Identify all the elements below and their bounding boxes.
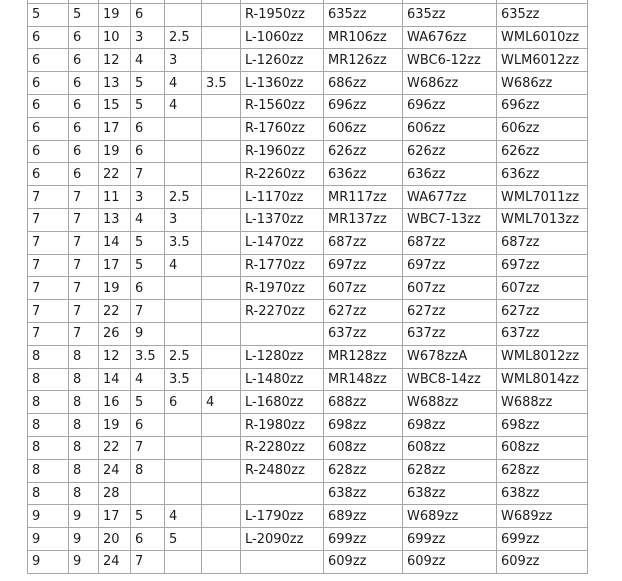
table-cell: 687zz <box>403 231 497 254</box>
table-cell <box>202 186 241 209</box>
table-cell: L-1470zz <box>241 231 324 254</box>
table-row <box>28 277 588 300</box>
table-cell: 696zz <box>324 94 403 117</box>
table-cell: 627zz <box>497 300 588 323</box>
table-cell: 697zz <box>403 254 497 277</box>
table-row <box>28 436 588 459</box>
table-cell: 6 <box>131 277 165 300</box>
table-row <box>28 72 588 95</box>
table-cell: W689zz <box>497 505 588 528</box>
table-cell: R-1970zz <box>241 277 324 300</box>
table-cell <box>202 26 241 49</box>
table-cell: 8 <box>69 391 99 414</box>
table-cell: 19 <box>99 140 131 163</box>
table-cell: 3 <box>131 26 165 49</box>
table-cell <box>202 414 241 437</box>
table-row <box>28 322 588 345</box>
table-cell: L-1360zz <box>241 72 324 95</box>
table-cell: 3 <box>165 208 202 231</box>
table-cell: 607zz <box>403 277 497 300</box>
table-cell <box>202 49 241 72</box>
table-row <box>28 163 588 186</box>
table-cell: 13 <box>99 72 131 95</box>
table-cell: 19 <box>99 277 131 300</box>
table-cell <box>202 528 241 551</box>
table-cell: 698zz <box>403 414 497 437</box>
table-cell: 696zz <box>497 94 588 117</box>
table-cell <box>202 140 241 163</box>
table-cell: R-2280zz <box>241 436 324 459</box>
table-cell: 3 <box>131 186 165 209</box>
table-cell: W688zz <box>403 391 497 414</box>
bearing-table-body <box>28 0 588 573</box>
table-cell <box>202 482 241 505</box>
table-cell: MR126zz <box>324 49 403 72</box>
table-cell: 637zz <box>324 322 403 345</box>
table-cell: 696zz <box>403 94 497 117</box>
table-cell <box>202 459 241 482</box>
table-cell: 7 <box>69 300 99 323</box>
table-cell: 7 <box>69 322 99 345</box>
table-cell: 14 <box>99 368 131 391</box>
table-row <box>28 49 588 72</box>
table-cell: 11 <box>99 186 131 209</box>
table-cell: 9 <box>28 528 69 551</box>
table-cell: 637zz <box>403 322 497 345</box>
table-cell: 606zz <box>497 117 588 140</box>
table-cell: 8 <box>69 482 99 505</box>
table-row <box>28 368 588 391</box>
table-cell: 628zz <box>497 459 588 482</box>
table-cell: MR148zz <box>324 368 403 391</box>
table-cell: 8 <box>28 368 69 391</box>
table-cell: W688zz <box>497 391 588 414</box>
table-cell: 687zz <box>324 231 403 254</box>
table-cell: 697zz <box>497 254 588 277</box>
table-cell: 638zz <box>324 482 403 505</box>
table-cell: WA677zz <box>403 186 497 209</box>
table-cell: R-1980zz <box>241 414 324 437</box>
table-cell: WBC7-13zz <box>403 208 497 231</box>
table-cell <box>202 94 241 117</box>
table-cell: 7 <box>28 300 69 323</box>
table-cell: 5 <box>131 505 165 528</box>
table-cell <box>202 163 241 186</box>
table-cell: 7 <box>69 277 99 300</box>
table-cell: 8 <box>69 368 99 391</box>
table-cell: 6 <box>131 528 165 551</box>
table-cell: 638zz <box>403 482 497 505</box>
table-cell: 698zz <box>497 414 588 437</box>
table-cell: 5 <box>165 528 202 551</box>
table-cell: W678zzA <box>403 345 497 368</box>
table-cell: 5 <box>131 391 165 414</box>
table-cell: L-1680zz <box>241 391 324 414</box>
table-cell: 6 <box>69 94 99 117</box>
table-cell: WA676zz <box>403 26 497 49</box>
table-cell <box>202 277 241 300</box>
table-cell: WML6010zz <box>497 26 588 49</box>
table-cell <box>165 482 202 505</box>
table-cell: 7 <box>69 208 99 231</box>
table-cell: 5 <box>28 3 69 26</box>
table-cell: 637zz <box>497 322 588 345</box>
table-cell: R-2480zz <box>241 459 324 482</box>
table-cell: WML8014zz <box>497 368 588 391</box>
table-cell: 6 <box>28 26 69 49</box>
table-cell: R-1950zz <box>241 3 324 26</box>
table-cell: 4 <box>165 505 202 528</box>
table-cell: 9 <box>131 322 165 345</box>
table-cell: 8 <box>28 414 69 437</box>
table-cell: 8 <box>131 459 165 482</box>
table-cell: 4 <box>165 94 202 117</box>
table-cell: 606zz <box>324 117 403 140</box>
table-cell: 8 <box>69 459 99 482</box>
table-cell: 606zz <box>403 117 497 140</box>
table-cell: 6 <box>28 140 69 163</box>
table-cell: 5 <box>131 231 165 254</box>
table-row <box>28 94 588 117</box>
table-cell: WBC8-14zz <box>403 368 497 391</box>
table-cell: 6 <box>28 117 69 140</box>
table-row <box>28 345 588 368</box>
table-cell: 8 <box>28 436 69 459</box>
table-cell: 699zz <box>403 528 497 551</box>
table-cell: 6 <box>28 72 69 95</box>
table-cell: W686zz <box>497 72 588 95</box>
table-cell: 697zz <box>324 254 403 277</box>
table-cell: 13 <box>99 208 131 231</box>
table-cell: 608zz <box>324 436 403 459</box>
table-cell: 24 <box>99 459 131 482</box>
table-cell <box>202 117 241 140</box>
table-cell: 12 <box>99 345 131 368</box>
table-cell: 3.5 <box>165 368 202 391</box>
table-cell: 2.5 <box>165 186 202 209</box>
table-cell <box>165 140 202 163</box>
table-cell: 6 <box>69 140 99 163</box>
table-cell: 6 <box>69 117 99 140</box>
table-cell: 7 <box>69 254 99 277</box>
table-cell: 8 <box>28 345 69 368</box>
table-cell <box>202 345 241 368</box>
table-cell: 7 <box>131 436 165 459</box>
table-cell: R-2270zz <box>241 300 324 323</box>
table-cell: 5 <box>131 254 165 277</box>
table-cell: 635zz <box>324 3 403 26</box>
table-cell <box>241 322 324 345</box>
table-cell <box>165 322 202 345</box>
table-cell: 4 <box>131 368 165 391</box>
table-cell <box>241 550 324 573</box>
table-cell: 636zz <box>324 163 403 186</box>
table-cell: MR128zz <box>324 345 403 368</box>
table-cell: 7 <box>28 231 69 254</box>
table-row <box>28 3 588 26</box>
table-cell: 26 <box>99 322 131 345</box>
table-cell: 12 <box>99 49 131 72</box>
table-cell: 20 <box>99 528 131 551</box>
table-row <box>28 140 588 163</box>
table-cell: 22 <box>99 436 131 459</box>
table-cell: 8 <box>28 482 69 505</box>
table-cell <box>165 277 202 300</box>
table-cell: R-1960zz <box>241 140 324 163</box>
table-cell: WML7013zz <box>497 208 588 231</box>
table-cell: 15 <box>99 94 131 117</box>
table-cell: 689zz <box>324 505 403 528</box>
table-cell <box>202 368 241 391</box>
table-cell: 7 <box>28 322 69 345</box>
table-cell: L-1060zz <box>241 26 324 49</box>
table-cell: 4 <box>165 254 202 277</box>
table-row <box>28 254 588 277</box>
table-cell: R-1560zz <box>241 94 324 117</box>
table-cell: 6 <box>131 117 165 140</box>
table-row <box>28 414 588 437</box>
table-cell: 7 <box>131 163 165 186</box>
table-cell: L-1280zz <box>241 345 324 368</box>
table-cell <box>202 208 241 231</box>
table-cell <box>202 436 241 459</box>
table-cell: 24 <box>99 550 131 573</box>
table-cell: 6 <box>131 3 165 26</box>
table-cell: 626zz <box>497 140 588 163</box>
table-cell: 4 <box>131 49 165 72</box>
table-row <box>28 208 588 231</box>
table-cell: R-1760zz <box>241 117 324 140</box>
table-cell: 9 <box>69 505 99 528</box>
table-cell: 7 <box>28 254 69 277</box>
table-cell: 9 <box>28 505 69 528</box>
bearing-size-table <box>27 0 588 574</box>
table-cell <box>202 3 241 26</box>
table-cell <box>165 3 202 26</box>
table-cell: L-1170zz <box>241 186 324 209</box>
table-cell: 2.5 <box>165 26 202 49</box>
table-cell: 3.5 <box>165 231 202 254</box>
table-cell: R-1770zz <box>241 254 324 277</box>
table-cell: 19 <box>99 414 131 437</box>
table-cell: 5 <box>131 72 165 95</box>
table-cell: 6 <box>69 26 99 49</box>
table-cell: 626zz <box>324 140 403 163</box>
table-cell: 8 <box>28 459 69 482</box>
table-cell: 9 <box>28 550 69 573</box>
table-cell: 609zz <box>497 550 588 573</box>
table-cell: L-2090zz <box>241 528 324 551</box>
table-cell <box>165 414 202 437</box>
table-cell: 3 <box>165 49 202 72</box>
table-cell: R-2260zz <box>241 163 324 186</box>
table-cell: 4 <box>131 208 165 231</box>
table-cell: 5 <box>69 3 99 26</box>
table-row <box>28 117 588 140</box>
table-cell: 7 <box>131 300 165 323</box>
table-row <box>28 186 588 209</box>
table-cell: 14 <box>99 231 131 254</box>
table-cell: L-1370zz <box>241 208 324 231</box>
table-cell <box>202 505 241 528</box>
table-cell: MR106zz <box>324 26 403 49</box>
table-cell <box>165 300 202 323</box>
table-cell: 22 <box>99 163 131 186</box>
table-cell: 7 <box>28 277 69 300</box>
table-cell: 6 <box>28 163 69 186</box>
table-cell <box>202 322 241 345</box>
table-cell: 608zz <box>497 436 588 459</box>
table-cell: 17 <box>99 505 131 528</box>
table-cell: 10 <box>99 26 131 49</box>
table-cell: 17 <box>99 117 131 140</box>
table-cell: 7 <box>28 208 69 231</box>
table-cell: 3.5 <box>131 345 165 368</box>
table-row <box>28 482 588 505</box>
table-cell: 607zz <box>324 277 403 300</box>
table-row <box>28 459 588 482</box>
table-cell <box>165 163 202 186</box>
table-cell: 28 <box>99 482 131 505</box>
table-cell: L-1790zz <box>241 505 324 528</box>
table-cell: 7 <box>69 186 99 209</box>
table-cell <box>165 436 202 459</box>
table-cell: 19 <box>99 3 131 26</box>
table-cell: 16 <box>99 391 131 414</box>
table-cell <box>131 482 165 505</box>
table-cell: 608zz <box>403 436 497 459</box>
table-cell: 628zz <box>403 459 497 482</box>
table-cell <box>241 482 324 505</box>
table-cell: 6 <box>28 49 69 72</box>
table-cell: WLM6012zz <box>497 49 588 72</box>
table-cell: 686zz <box>324 72 403 95</box>
table-cell: 6 <box>165 391 202 414</box>
table-container <box>27 0 602 577</box>
table-cell <box>202 300 241 323</box>
table-cell: 626zz <box>403 140 497 163</box>
table-row <box>28 26 588 49</box>
table-cell: L-1480zz <box>241 368 324 391</box>
table-cell: 627zz <box>324 300 403 323</box>
table-cell: 4 <box>202 391 241 414</box>
table-cell: 607zz <box>497 277 588 300</box>
table-cell <box>165 117 202 140</box>
table-cell <box>202 550 241 573</box>
table-row <box>28 550 588 573</box>
table-cell: 8 <box>69 436 99 459</box>
table-cell: 609zz <box>403 550 497 573</box>
table-cell: 6 <box>69 163 99 186</box>
table-cell: 627zz <box>403 300 497 323</box>
table-cell: 699zz <box>324 528 403 551</box>
table-cell: 636zz <box>403 163 497 186</box>
table-cell: 7 <box>28 186 69 209</box>
table-cell: 628zz <box>324 459 403 482</box>
table-cell: 638zz <box>497 482 588 505</box>
table-cell <box>165 550 202 573</box>
table-cell: 699zz <box>497 528 588 551</box>
table-cell: 635zz <box>497 3 588 26</box>
table-row <box>28 231 588 254</box>
table-cell: 635zz <box>403 3 497 26</box>
table-cell: 6 <box>69 49 99 72</box>
table-cell: 688zz <box>324 391 403 414</box>
table-cell: MR117zz <box>324 186 403 209</box>
table-cell: 687zz <box>497 231 588 254</box>
table-cell: WBC6-12zz <box>403 49 497 72</box>
table-row <box>28 528 588 551</box>
table-cell <box>202 254 241 277</box>
table-row <box>28 391 588 414</box>
table-cell: 22 <box>99 300 131 323</box>
table-cell: 9 <box>69 528 99 551</box>
table-cell: 6 <box>131 140 165 163</box>
table-cell: 698zz <box>324 414 403 437</box>
table-cell: 7 <box>131 550 165 573</box>
table-cell: 8 <box>28 391 69 414</box>
table-cell: WML8012zz <box>497 345 588 368</box>
table-row <box>28 300 588 323</box>
table-cell: 609zz <box>324 550 403 573</box>
table-cell: W689zz <box>403 505 497 528</box>
table-cell <box>202 231 241 254</box>
table-cell: 3.5 <box>202 72 241 95</box>
table-cell: 6 <box>28 94 69 117</box>
table-cell: 6 <box>69 72 99 95</box>
table-cell: MR137zz <box>324 208 403 231</box>
table-cell: 9 <box>69 550 99 573</box>
table-cell: 636zz <box>497 163 588 186</box>
table-cell: 8 <box>69 345 99 368</box>
table-cell: 4 <box>165 72 202 95</box>
table-row <box>28 505 588 528</box>
table-cell: 6 <box>131 414 165 437</box>
table-cell: W686zz <box>403 72 497 95</box>
table-cell: 8 <box>69 414 99 437</box>
table-cell: WML7011zz <box>497 186 588 209</box>
table-cell: 5 <box>131 94 165 117</box>
table-cell: 7 <box>69 231 99 254</box>
table-cell: 17 <box>99 254 131 277</box>
table-cell: L-1260zz <box>241 49 324 72</box>
table-cell <box>165 459 202 482</box>
table-cell: 2.5 <box>165 345 202 368</box>
